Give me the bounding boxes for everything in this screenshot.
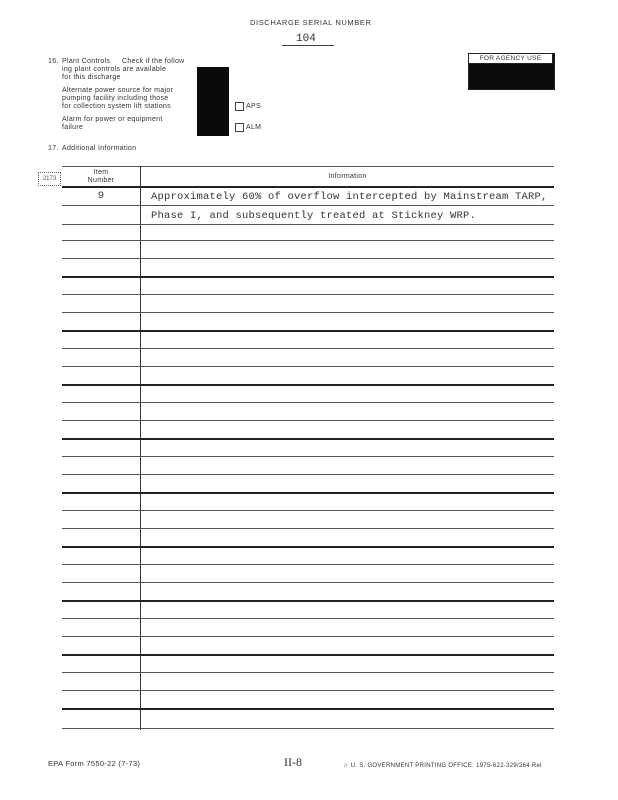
power-source-line-1: Alternate power source for major — [62, 87, 174, 94]
page-stamp: 2173 — [38, 172, 61, 186]
row-rule — [62, 618, 554, 619]
row-rule — [62, 366, 554, 367]
row-rule — [62, 205, 554, 206]
serial-number-label: DISCHARGE SERIAL NUMBER — [250, 18, 372, 27]
row-rule — [62, 546, 554, 548]
row-rule — [62, 564, 554, 565]
table-header-rule — [62, 186, 554, 188]
column-header-number: Number — [87, 177, 115, 184]
section16-title: Plant Controls — [62, 58, 111, 65]
row-rule — [62, 474, 554, 475]
row-rule — [62, 348, 554, 349]
row-rule — [62, 492, 554, 494]
section16-instruction-3: for this discharge — [62, 74, 121, 81]
row-rule — [62, 294, 554, 295]
alm-label: ALM — [246, 124, 262, 131]
power-source-line-2: pumping facility including those — [62, 95, 169, 102]
row-rule — [62, 276, 554, 278]
aps-label: APS — [246, 103, 261, 110]
row-rule — [62, 240, 554, 241]
power-source-line-3: for collection system lift stations — [62, 103, 171, 110]
row-rule — [62, 402, 554, 403]
information-line-1: Approximately 60% of overflow intercepted by Mainstream TARP, — [151, 191, 548, 203]
row-rule — [62, 224, 554, 225]
alm-checkbox[interactable] — [235, 123, 244, 132]
row-rule — [62, 672, 554, 673]
section16-instruction-2: ing plant controls are available — [62, 66, 167, 73]
column-divider — [140, 166, 141, 730]
row-rule — [62, 690, 554, 691]
item-number-cell: 9 — [97, 190, 105, 202]
section16-number: 16. — [48, 58, 59, 65]
alarm-line-2: failure — [62, 124, 84, 131]
column-header-information: Information — [328, 173, 367, 180]
table-top-rule — [62, 166, 554, 167]
redaction-block — [197, 67, 229, 136]
aps-checkbox[interactable] — [235, 102, 244, 111]
row-rule — [62, 420, 554, 421]
row-rule — [62, 258, 554, 259]
section17-number: 17. — [48, 145, 59, 152]
row-rule — [62, 510, 554, 511]
row-rule — [62, 456, 554, 457]
row-rule — [62, 528, 554, 529]
form-identifier: EPA Form 7550-22 (7-73) — [48, 759, 141, 768]
row-rule — [62, 438, 554, 440]
alarm-line-1: Alarm for power or equipment — [62, 116, 163, 123]
row-rule — [62, 708, 554, 710]
row-rule — [62, 600, 554, 602]
column-header-item: Item — [93, 169, 109, 176]
section16-instruction-1: Check if the follow — [122, 58, 185, 65]
row-rule — [62, 582, 554, 583]
row-rule — [62, 330, 554, 332]
page-number: II-8 — [284, 755, 302, 769]
information-line-2: Phase I, and subsequently treated at Stickney WRP. — [151, 210, 477, 222]
row-rule — [62, 636, 554, 637]
serial-number-rule — [282, 45, 334, 46]
serial-number-value: 104 — [296, 33, 316, 45]
row-rule — [62, 312, 554, 313]
table-bottom-rule — [62, 728, 554, 729]
printing-office-note: ☆ U. S. GOVERNMENT PRINTING OFFICE: 1975-622-329/264 Rel — [343, 763, 542, 769]
row-rule — [62, 384, 554, 386]
agency-use-label: FOR AGENCY USE — [468, 53, 553, 64]
section17-title: Additional Information — [62, 145, 137, 152]
row-rule — [62, 654, 554, 656]
